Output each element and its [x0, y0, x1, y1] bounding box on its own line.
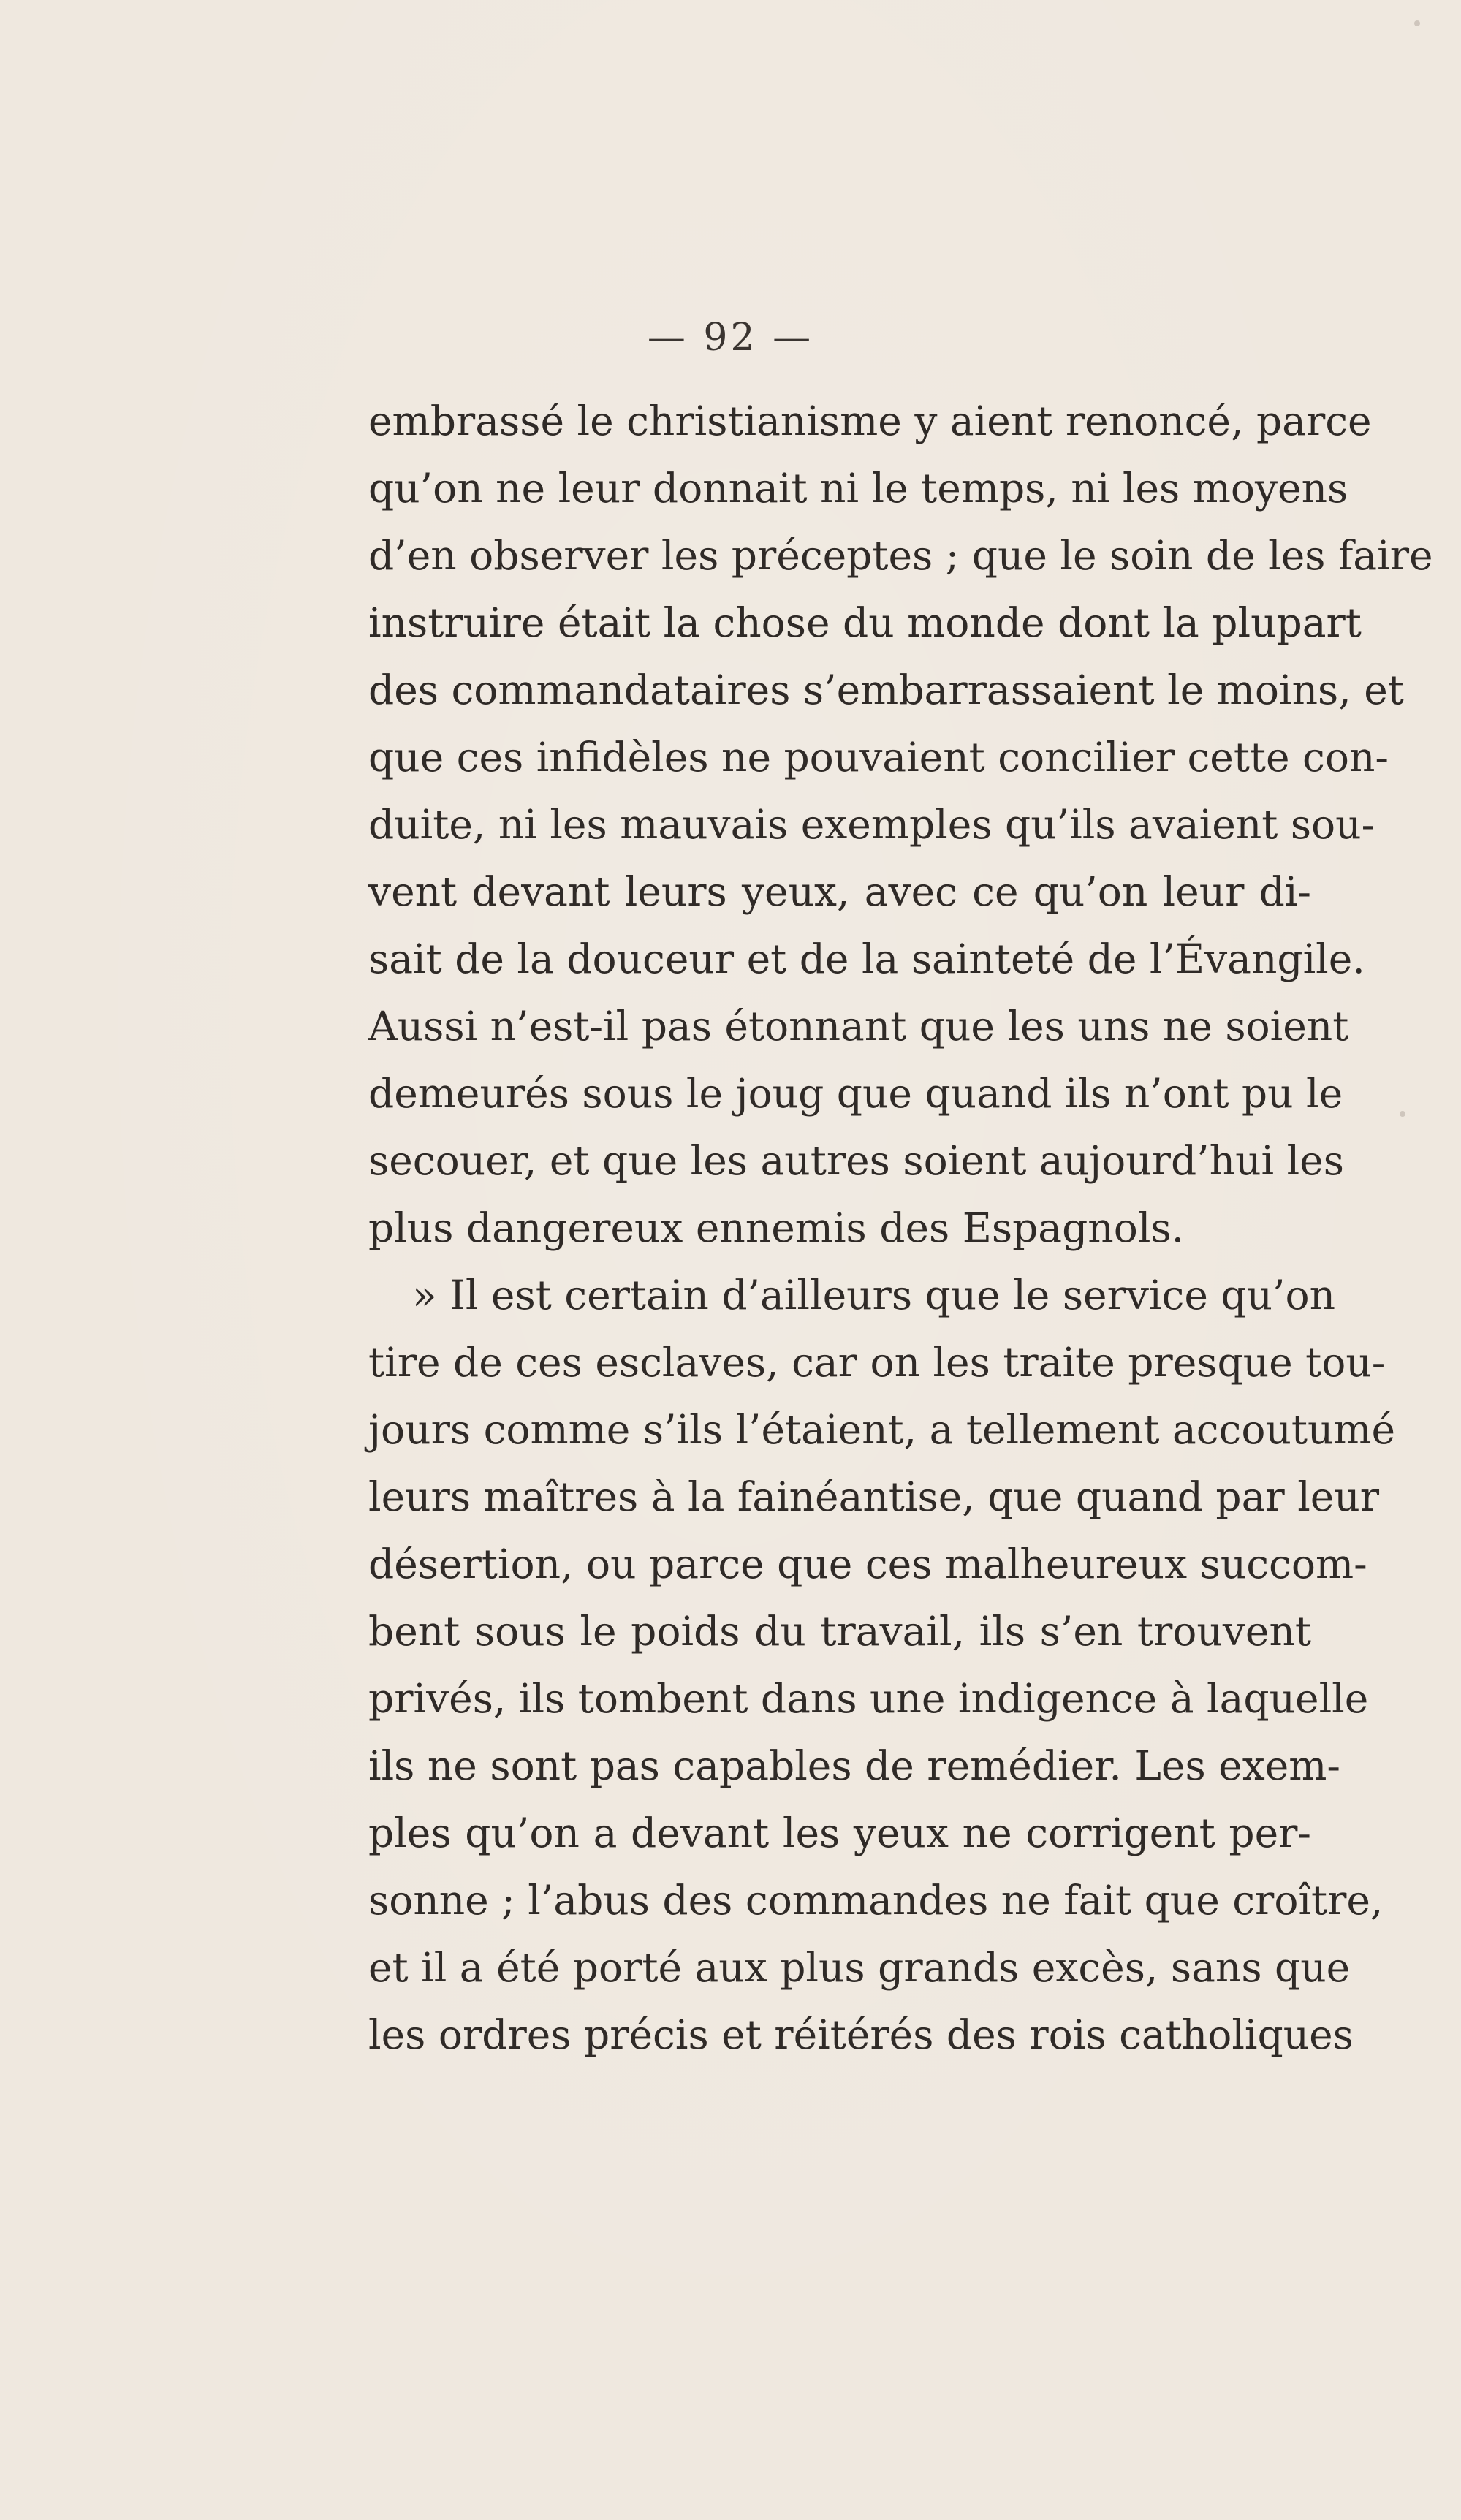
- body-text: [368, 387, 1433, 2068]
- text-line: d’en observer les préceptes ; que le soin de les faire: [368, 532, 1433, 579]
- text-line: demeurés sous le joug que quand ils n’ont pu le: [368, 1070, 1343, 1117]
- text-line: des commandataires s’embarrassaient le moins, et: [368, 667, 1404, 713]
- page-number: — 92 —: [647, 316, 814, 360]
- text-line: duite, ni les mauvais exemples qu’ils avaient sou-: [368, 801, 1375, 848]
- text-line: que ces infidèles ne pouvaient concilier cette con-: [368, 734, 1389, 781]
- text-line: ples qu’on a devant les yeux ne corrigent per-: [368, 1810, 1311, 1856]
- text-line: sonne ; l’abus des commandes ne fait que croître,: [368, 1877, 1384, 1924]
- text-line: ils ne sont pas capables de remédier. Les exem-: [368, 1742, 1341, 1789]
- paper-speck: [1400, 1111, 1405, 1117]
- text-line: Aussi n’est-il pas étonnant que les uns ne soient: [368, 1003, 1349, 1050]
- text-line: leurs maîtres à la fainéantise, que quand par leur: [368, 1473, 1380, 1520]
- text-line: les ordres précis et réitérés des rois catholiques: [368, 2011, 1354, 2058]
- text-line: tire de ces esclaves, car on les traite presque tou-: [368, 1339, 1386, 1386]
- text-line: plus dangereux ennemis des Espagnols.: [368, 1204, 1185, 1251]
- text-line: qu’on ne leur donnait ni le temps, ni les moyens: [368, 465, 1348, 512]
- text-line: désertion, ou parce que ces malheureux succom-: [368, 1541, 1367, 1587]
- text-line: sait de la douceur et de la sainteté de l’Évangile.: [368, 935, 1365, 982]
- text-line: embrassé le christianisme y aient renoncé, parce: [368, 398, 1372, 444]
- text-line: vent devant leurs yeux, avec ce qu’on leur di-: [368, 868, 1311, 915]
- paper-speck: [1414, 20, 1420, 26]
- text-line: jours comme s’ils l’étaient, a tellement accoutumé: [368, 1406, 1396, 1453]
- text-line: privés, ils tombent dans une indigence à laquelle: [368, 1675, 1369, 1722]
- text-line: bent sous le poids du travail, ils s’en trouvent: [368, 1608, 1311, 1655]
- text-line: » Il est certain d’ailleurs que le service qu’on: [412, 1272, 1336, 1318]
- text-line: secouer, et que les autres soient aujourd’hui les: [368, 1137, 1344, 1184]
- text-line: instruire était la chose du monde dont la plupart: [368, 599, 1362, 646]
- text-line: et il a été porté aux plus grands excès, sans que: [368, 1944, 1351, 1991]
